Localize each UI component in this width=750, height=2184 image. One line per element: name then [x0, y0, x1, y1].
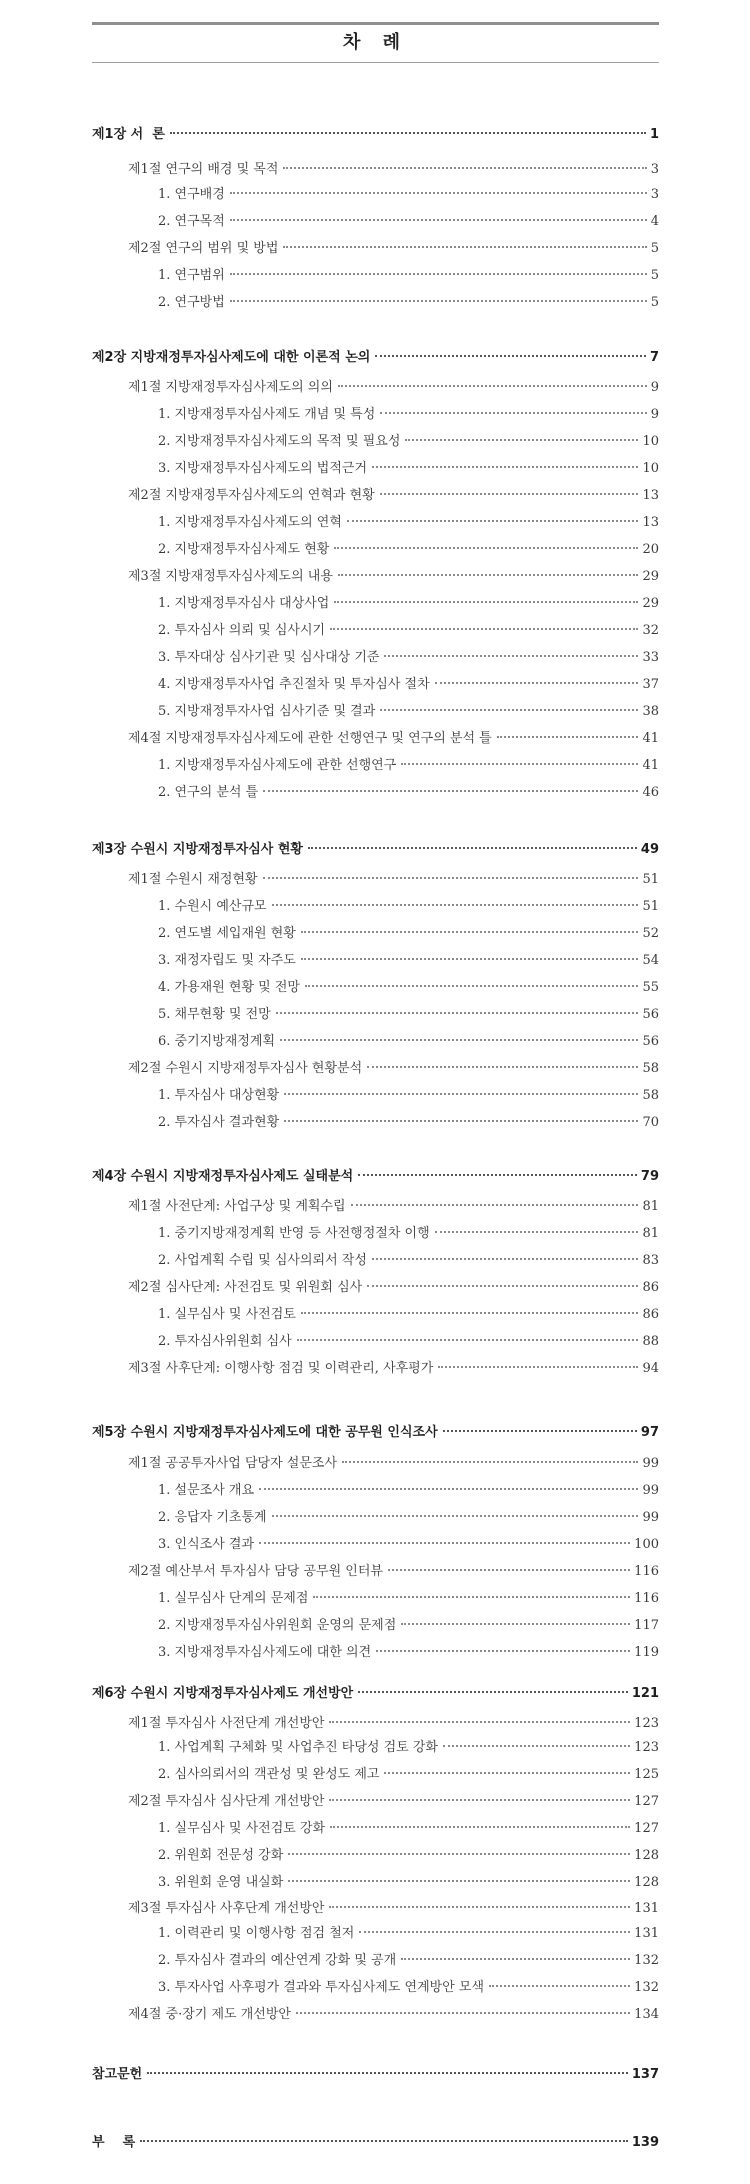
toc-entry-page-number: 134	[634, 2007, 659, 2022]
toc-entry-section[interactable]	[92, 484, 659, 506]
toc-entry-item[interactable]	[92, 754, 659, 776]
toc-entry-page-number: 32	[642, 623, 659, 638]
dot-leader	[358, 1174, 637, 1176]
toc-entry-label: 제4절 지방재정투자심사제도에 관한 선행연구 및 연구의 분석 틀	[128, 731, 492, 746]
toc-entry-page-number: 38	[642, 704, 659, 719]
toc-entry-page-number: 29	[642, 569, 659, 584]
toc-entry-label: 1. 이력관리 및 이행사항 점검 철저	[158, 1926, 355, 1941]
dot-leader	[359, 1931, 630, 1933]
toc-entry-label: 2. 투자심사 결과현황	[158, 1115, 280, 1130]
toc-entry-label: 2. 연구의 분석 틀	[158, 785, 259, 800]
dot-leader	[301, 931, 639, 933]
dot-leader	[372, 1258, 639, 1260]
toc-entry-label: 2. 사업계획 수립 및 심사의뢰서 작성	[158, 1253, 367, 1268]
toc-entry-page-number: 123	[634, 1716, 659, 1731]
toc-entry-item[interactable]	[92, 1506, 659, 1528]
toc-entry-label: 제4장 수원시 지방재정투자심사제도 실태분석	[92, 1169, 354, 1184]
dot-leader	[489, 1985, 630, 1987]
dot-leader	[358, 1691, 628, 1693]
dot-leader	[401, 1623, 630, 1625]
toc-entry-item[interactable]	[92, 511, 659, 533]
toc-entry-page-number: 132	[634, 1980, 659, 1995]
toc-entry-page-number: 41	[642, 731, 659, 746]
toc-entry-page-number: 86	[642, 1280, 659, 1295]
toc-entry-page-number: 37	[642, 677, 659, 692]
toc-entry-item[interactable]	[92, 1222, 659, 1244]
toc-entry-label: 제2장 지방재정투자심사제도에 대한 이론적 논의	[92, 350, 371, 365]
dot-leader	[259, 1488, 638, 1490]
toc-entry-label: 제3장 수원시 지방재정투자심사 현황	[92, 842, 303, 857]
toc-entry-section[interactable]	[92, 1452, 659, 1474]
toc-entry-label: 1. 지방재정투자심사제도 개념 및 특성	[158, 407, 376, 422]
toc-entry-label: 참고문헌	[92, 2067, 143, 2082]
dot-leader	[230, 300, 647, 302]
toc-entry-label: 제1장 서 론	[92, 127, 165, 142]
toc-entry-item[interactable]	[92, 538, 659, 560]
toc-entry-page-number: 9	[650, 380, 659, 395]
page-title: 차 례	[342, 32, 409, 53]
toc-entry-item[interactable]	[92, 976, 659, 998]
toc-entry-item[interactable]	[92, 1303, 659, 1325]
toc-entry-page-number: 81	[642, 1199, 659, 1214]
dot-leader	[443, 1745, 630, 1747]
toc-entry-item[interactable]	[92, 1736, 659, 1758]
toc-entry-section[interactable]	[92, 1560, 659, 1582]
toc-entry-section[interactable]	[92, 1357, 659, 1379]
toc-entry-page-number: 128	[634, 1848, 659, 1863]
dot-leader	[272, 1515, 639, 1517]
toc-entry-label: 3. 지방재정투자심사제도의 법적근거	[158, 461, 368, 476]
dot-leader	[376, 1650, 630, 1652]
dot-leader	[435, 682, 639, 684]
toc-entry-item[interactable]	[92, 1111, 659, 1133]
toc-entry-section[interactable]	[92, 1276, 659, 1298]
toc-entry-label: 3. 위원회 운영 내실화	[158, 1875, 284, 1890]
dot-leader	[329, 1721, 630, 1723]
toc-entry-label: 6. 중기지방재정계획	[158, 1034, 275, 1049]
toc-entry-label: 2. 지방재정투자심사위원회 운영의 문제점	[158, 1618, 397, 1633]
toc-entry-item[interactable]	[92, 183, 659, 205]
toc-entry-label: 제2절 연구의 범위 및 방법	[128, 241, 279, 256]
toc-entry-item[interactable]	[92, 781, 659, 803]
dot-leader	[301, 958, 639, 960]
toc-entry-chapter[interactable]	[92, 1682, 659, 1704]
toc-entry-item[interactable]	[92, 264, 659, 286]
toc-entry-section[interactable]	[92, 376, 659, 398]
toc-entry-item[interactable]	[92, 949, 659, 971]
toc-entry-label: 제3절 투자심사 사후단계 개선방안	[128, 1901, 325, 1916]
toc-entry-page-number: 10	[642, 434, 659, 449]
dot-leader	[140, 2140, 628, 2142]
dot-leader	[296, 2012, 630, 2014]
toc-entry-page-number: 13	[642, 488, 659, 503]
toc-entry-page-number: 51	[642, 872, 659, 887]
toc-entry-item[interactable]	[92, 1533, 659, 1555]
toc-entry-page-number: 139	[631, 2135, 659, 2150]
toc-entry-item[interactable]	[92, 1922, 659, 1944]
toc-entry-label: 2. 응답자 기초통계	[158, 1510, 267, 1525]
toc-entry-label: 3. 투자대상 심사기관 및 심사대상 기준	[158, 650, 380, 665]
toc-entry-page-number: 5	[650, 295, 659, 310]
toc-entry-label: 제3절 지방재정투자심사제도의 내용	[128, 569, 333, 584]
toc-entry-label: 1. 사업계획 구체화 및 사업추진 타당성 검토 강화	[158, 1740, 438, 1755]
toc-entry-label: 1. 지방재정투자심사제도에 관한 선행연구	[158, 758, 397, 773]
dot-leader	[384, 1772, 630, 1774]
toc-entry-section[interactable]	[92, 237, 659, 259]
toc-entry-label: 3. 재정자립도 및 자주도	[158, 953, 296, 968]
toc-entry-item[interactable]	[92, 1084, 659, 1106]
toc-entry-page-number: 116	[634, 1564, 659, 1579]
toc-entry-label: 3. 지방재정투자심사제도에 대한 의견	[158, 1645, 372, 1660]
toc-entry-chapter[interactable]	[92, 2063, 659, 2085]
toc-entry-item[interactable]	[92, 430, 659, 452]
toc-entry-item[interactable]	[92, 1871, 659, 1893]
toc-entry-page-number: 99	[642, 1510, 659, 1525]
toc-entry-page-number: 52	[642, 926, 659, 941]
toc-entry-label: 2. 연구방법	[158, 295, 225, 310]
toc-entry-page-number: 121	[631, 1686, 659, 1701]
toc-entry-page-number: 56	[642, 1007, 659, 1022]
toc-entry-chapter[interactable]	[92, 838, 659, 860]
dot-leader	[338, 385, 647, 387]
toc-entry-label: 2. 지방재정투자심사제도의 목적 및 필요성	[158, 434, 401, 449]
dot-leader	[288, 1853, 630, 1855]
toc-entry-section[interactable]	[92, 727, 659, 749]
toc-entry-page-number: 127	[634, 1821, 659, 1836]
dot-leader	[384, 655, 638, 657]
dot-leader	[401, 763, 638, 765]
toc-entry-page-number: 10	[642, 461, 659, 476]
dot-leader	[170, 132, 646, 134]
toc-entry-page-number: 55	[642, 980, 659, 995]
toc-entry-section[interactable]	[92, 2003, 659, 2025]
toc-entry-page-number: 29	[642, 596, 659, 611]
dot-leader	[405, 439, 638, 441]
dot-leader	[230, 219, 647, 221]
toc-entry-label: 3. 인식조사 결과	[158, 1537, 255, 1552]
toc-entry-item[interactable]	[92, 592, 659, 614]
toc-entry-item[interactable]	[92, 1976, 659, 1998]
toc-entry-label: 제1절 사전단계: 사업구상 및 계획수립	[128, 1199, 346, 1214]
toc-entry-label: 제2절 투자심사 심사단계 개선방안	[128, 1794, 325, 1809]
toc-entry-item[interactable]	[92, 1030, 659, 1052]
toc-entry-item[interactable]	[92, 1249, 659, 1271]
toc-entry-label: 1. 중기지방재정계획 반영 등 사전행정절차 이행	[158, 1226, 430, 1241]
toc-entry-page-number: 137	[631, 2067, 659, 2082]
dot-leader	[380, 412, 646, 414]
dot-leader	[334, 601, 638, 603]
toc-entry-page-number: 41	[642, 758, 659, 773]
toc-entry-label: 5. 지방재정투자사업 심사기준 및 결과	[158, 704, 376, 719]
toc-entry-label: 제1절 지방재정투자심사제도의 의의	[128, 380, 333, 395]
toc-entry-page-number: 54	[642, 953, 659, 968]
toc-entry-page-number: 79	[640, 1169, 659, 1184]
toc-entry-label: 1. 실무심사 및 사전검토 강화	[158, 1821, 326, 1836]
toc-entry-item[interactable]	[92, 895, 659, 917]
toc-entry-label: 1. 수원시 예산규모	[158, 899, 267, 914]
toc-entry-page-number: 131	[634, 1926, 659, 1941]
dot-leader	[263, 790, 638, 792]
toc-entry-page-number: 97	[640, 1425, 659, 1440]
toc-entry-section[interactable]	[92, 1790, 659, 1812]
toc-entry-page-number: 125	[634, 1767, 659, 1782]
dot-leader	[259, 1542, 630, 1544]
dot-leader	[329, 1799, 630, 1801]
dot-leader	[372, 466, 638, 468]
toc-entry-label: 제2절 수원시 지방재정투자심사 현황분석	[128, 1061, 363, 1076]
toc-entry-label: 2. 지방재정투자심사제도 현황	[158, 542, 330, 557]
toc-entry-label: 제2절 예산부서 투자심사 담당 공무원 인터뷰	[128, 1564, 383, 1579]
toc-entry-section[interactable]	[92, 1195, 659, 1217]
toc-entry-item[interactable]	[92, 1949, 659, 1971]
toc-entry-item[interactable]	[92, 1641, 659, 1663]
title-rule	[92, 62, 659, 63]
toc-entry-chapter[interactable]	[92, 1421, 659, 1443]
toc-entry-page-number: 70	[642, 1115, 659, 1130]
dot-leader	[342, 1461, 638, 1463]
toc-entry-chapter[interactable]	[92, 1165, 659, 1187]
toc-entry-chapter[interactable]	[92, 123, 659, 145]
toc-entry-page-number: 116	[634, 1591, 659, 1606]
toc-entry-item[interactable]	[92, 700, 659, 722]
dot-leader	[367, 1285, 638, 1287]
toc-entry-page-number: 3	[650, 187, 659, 202]
toc-entry-label: 2. 투자심사 결과의 예산연계 강화 및 공개	[158, 1953, 397, 1968]
toc-entry-label: 1. 실무심사 및 사전검토	[158, 1307, 296, 1322]
dot-leader	[297, 1339, 639, 1341]
toc-entry-label: 제6장 수원시 지방재정투자심사제도 개선방안	[92, 1686, 354, 1701]
toc-entry-label: 1. 지방재정투자심사제도의 연혁	[158, 515, 342, 530]
top-rule	[92, 22, 659, 25]
toc-entry-section[interactable]	[92, 565, 659, 587]
toc-entry-page-number: 49	[640, 842, 659, 857]
toc-entry-page-number: 127	[634, 1794, 659, 1809]
dot-leader	[272, 904, 639, 906]
dot-leader	[375, 355, 646, 357]
toc-entry-page-number: 99	[642, 1456, 659, 1471]
dot-leader	[230, 273, 647, 275]
toc-entry-page-number: 13	[642, 515, 659, 530]
toc-entry-page-number: 88	[642, 1334, 659, 1349]
toc-entry-label: 제5장 수원시 지방재정투자심사제도에 대한 공무원 인식조사	[92, 1425, 438, 1440]
toc-entry-label: 1. 지방재정투자심사 대상사업	[158, 596, 330, 611]
toc-entry-label: 제1절 수원시 재정현황	[128, 872, 258, 887]
dot-leader	[308, 847, 637, 849]
toc-entry-label: 2. 연도별 세입재원 현황	[158, 926, 296, 941]
toc-entry-page-number: 94	[642, 1361, 659, 1376]
toc-entry-label: 4. 지방재정투자사업 추진절차 및 투자심사 절차	[158, 677, 430, 692]
dot-leader	[230, 192, 647, 194]
toc-entry-label: 1. 설문조사 개요	[158, 1483, 255, 1498]
toc-entry-section[interactable]	[92, 1712, 659, 1734]
toc-entry-page-number: 123	[634, 1740, 659, 1755]
toc-entry-label: 3. 투자사업 사후평가 결과와 투자심사제도 연계방안 모색	[158, 1980, 485, 1995]
toc-entry-page-number: 83	[642, 1253, 659, 1268]
dot-leader	[280, 1039, 638, 1041]
toc-entry-label: 제2절 지방재정투자심사제도의 연혁과 현황	[128, 488, 375, 503]
toc-entry-page-number: 46	[642, 785, 659, 800]
toc-entry-label: 제1절 연구의 배경 및 목적	[128, 162, 279, 177]
dot-leader	[284, 1120, 638, 1122]
toc-entry-label: 부 록	[92, 2135, 136, 2150]
toc-entry-page-number: 131	[634, 1901, 659, 1916]
toc-entry-page-number: 58	[642, 1061, 659, 1076]
toc-entry-label: 1. 실무심사 단계의 문제점	[158, 1591, 309, 1606]
dot-leader	[351, 1204, 639, 1206]
toc-entry-item[interactable]	[92, 646, 659, 668]
toc-entry-item[interactable]	[92, 457, 659, 479]
dot-leader	[283, 167, 646, 169]
toc-entry-label: 2. 투자심사위원회 심사	[158, 1334, 292, 1349]
toc-entry-page-number: 9	[650, 407, 659, 422]
toc-entry-item[interactable]	[92, 291, 659, 313]
dot-leader	[435, 1231, 639, 1233]
toc-entry-page-number: 128	[634, 1875, 659, 1890]
toc-entry-item[interactable]	[92, 210, 659, 232]
toc-entry-label: 2. 투자심사 의뢰 및 심사시기	[158, 623, 326, 638]
toc-entry-label: 1. 연구배경	[158, 187, 225, 202]
toc-entry-page-number: 5	[650, 268, 659, 283]
dot-leader	[263, 877, 639, 879]
dot-leader	[288, 1880, 630, 1882]
toc-entry-item[interactable]	[92, 1817, 659, 1839]
toc-entry-item[interactable]	[92, 1330, 659, 1352]
dot-leader	[401, 1958, 630, 1960]
toc-entry-label: 2. 위원회 전문성 강화	[158, 1848, 284, 1863]
dot-leader	[443, 1430, 637, 1432]
toc-entry-page-number: 119	[634, 1645, 659, 1660]
toc-entry-section[interactable]	[92, 158, 659, 180]
toc-entry-label: 5. 채무현황 및 전망	[158, 1007, 271, 1022]
dot-leader	[284, 1093, 638, 1095]
toc-entry-section[interactable]	[92, 1897, 659, 1919]
toc-entry-item[interactable]	[92, 673, 659, 695]
toc-entry-page-number: 33	[642, 650, 659, 665]
toc-entry-label: 제4절 중·장기 제도 개선방안	[128, 2007, 291, 2022]
toc-entry-item[interactable]	[92, 1763, 659, 1785]
dot-leader	[313, 1596, 630, 1598]
dot-leader	[305, 985, 638, 987]
toc-entry-page-number: 100	[634, 1537, 659, 1552]
toc-entry-item[interactable]	[92, 922, 659, 944]
dot-leader	[329, 1906, 630, 1908]
toc-entry-section[interactable]	[92, 868, 659, 890]
toc-entry-page-number: 117	[634, 1618, 659, 1633]
toc-entry-page-number: 3	[650, 162, 659, 177]
dot-leader	[276, 1012, 639, 1014]
toc-entry-label: 제3절 사후단계: 이행사항 점검 및 이력관리, 사후평가	[128, 1361, 434, 1376]
toc-entry-item[interactable]	[92, 1614, 659, 1636]
toc-entry-page-number: 5	[650, 241, 659, 256]
dot-leader	[347, 520, 639, 522]
toc-entry-page-number: 132	[634, 1953, 659, 1968]
toc-entry-page-number: 4	[650, 214, 659, 229]
dot-leader	[388, 1569, 630, 1571]
toc-entry-page-number: 51	[642, 899, 659, 914]
toc-entry-label: 1. 투자심사 대상현황	[158, 1088, 280, 1103]
toc-entry-chapter[interactable]	[92, 2131, 659, 2153]
toc-entry-label: 제2절 심사단계: 사전검토 및 위원회 심사	[128, 1280, 363, 1295]
toc-entry-label: 4. 가용재원 현황 및 전망	[158, 980, 300, 995]
toc-entry-item[interactable]	[92, 619, 659, 641]
toc-entry-label: 2. 연구목적	[158, 214, 225, 229]
toc-entry-item[interactable]	[92, 1003, 659, 1025]
toc-entry-label: 1. 연구범위	[158, 268, 225, 283]
dot-leader	[338, 574, 639, 576]
dot-leader	[438, 1366, 638, 1368]
dot-leader	[330, 1826, 630, 1828]
toc-entry-label: 제1절 공공투자사업 담당자 설문조사	[128, 1456, 338, 1471]
toc-entry-page-number: 58	[642, 1088, 659, 1103]
toc-entry-page-number: 7	[649, 350, 659, 365]
dot-leader	[147, 2072, 628, 2074]
dot-leader	[283, 246, 646, 248]
dot-leader	[330, 628, 638, 630]
dot-leader	[367, 1066, 638, 1068]
dot-leader	[380, 709, 638, 711]
toc-entry-section[interactable]	[92, 1057, 659, 1079]
toc-entry-item[interactable]	[92, 1479, 659, 1501]
toc-entry-item[interactable]	[92, 403, 659, 425]
toc-entry-page-number: 99	[642, 1483, 659, 1498]
toc-entry-item[interactable]	[92, 1844, 659, 1866]
toc-entry-page-number: 1	[649, 127, 659, 142]
dot-leader	[334, 547, 638, 549]
toc-entry-chapter[interactable]	[92, 346, 659, 368]
toc-entry-label: 2. 심사의뢰서의 객관성 및 완성도 제고	[158, 1767, 380, 1782]
toc-entry-item[interactable]	[92, 1587, 659, 1609]
toc-entry-page-number: 81	[642, 1226, 659, 1241]
toc-entry-page-number: 56	[642, 1034, 659, 1049]
toc-entry-page-number: 20	[642, 542, 659, 557]
toc-entry-page-number: 86	[642, 1307, 659, 1322]
dot-leader	[301, 1312, 639, 1314]
toc-entry-label: 제1절 투자심사 사전단계 개선방안	[128, 1716, 325, 1731]
dot-leader	[497, 736, 639, 738]
dot-leader	[380, 493, 639, 495]
